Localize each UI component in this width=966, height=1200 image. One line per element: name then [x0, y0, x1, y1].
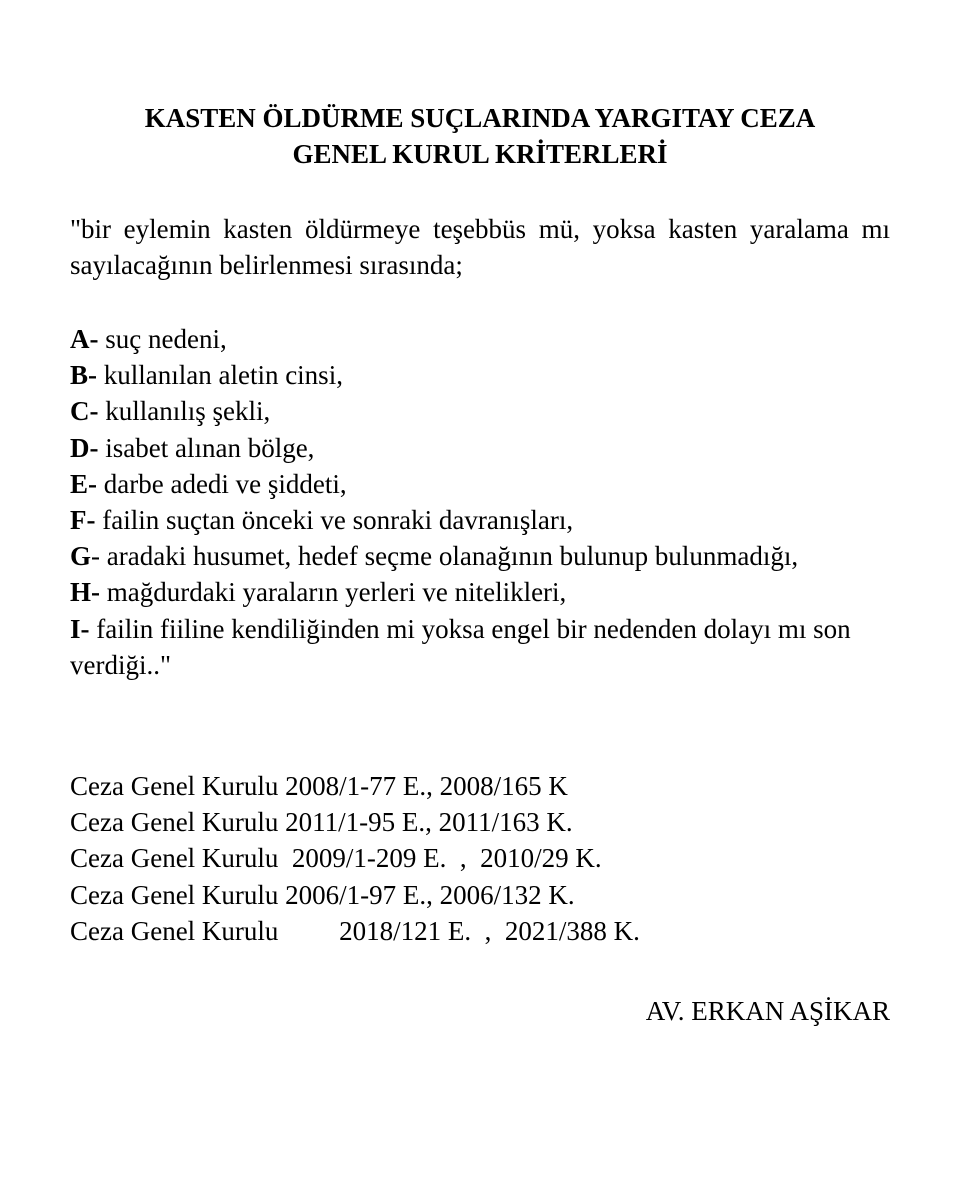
criteria-text: mağdurdaki yaraların yerleri ve nitelikleri,	[100, 577, 567, 608]
criteria-key: E-	[70, 468, 97, 499]
criteria-key: C-	[70, 396, 99, 427]
criteria-key: H-	[70, 577, 100, 608]
reference-item: Ceza Genel Kurulu 2011/1-95 E., 2011/163 K.	[70, 807, 573, 838]
criteria-key: A-	[70, 324, 99, 354]
reference-list	[70, 768, 890, 949]
criteria-item-f	[70, 502, 890, 538]
reference-item: Ceza Genel Kurulu 2008/1-77 E., 2008/165 K	[70, 771, 568, 801]
criteria-text: failin fiiline kendiliğinden mi yoksa engel bir nedenden dolayı mı son verdiği.."	[70, 613, 851, 680]
criteria-text: - aradaki husumet, hedef seçme olanağının bulunup bulunmadığı,	[91, 541, 799, 572]
criteria-key: G	[70, 541, 92, 572]
reference-item: Ceza Genel Kurulu 2006/1-97 E., 2006/132 K.	[70, 879, 575, 910]
document-title	[70, 100, 890, 172]
author-signature: AV. ERKAN AŞİKAR	[645, 996, 890, 1026]
reference-item: Ceza Genel Kurulu 2009/1-209 E. , 2010/29 K.	[70, 843, 602, 874]
criteria-item-b	[70, 357, 890, 393]
criteria-item-h	[70, 574, 890, 610]
criteria-key: D-	[70, 432, 99, 463]
criteria-text: darbe adedi ve şiddeti,	[97, 468, 347, 499]
title-line-2: GENEL KURUL KRİTERLERİ	[292, 139, 668, 169]
intro-paragraph: "bir eylemin kasten öldürmeye teşebbüs mü, yoksa kasten yaralama mı sayılacağının belirlenmesi sırasında;	[70, 214, 890, 280]
criteria-list	[70, 321, 890, 683]
criteria-key: B-	[70, 360, 97, 391]
criteria-key: I-	[70, 613, 90, 644]
criteria-text: kullanılış şekli,	[98, 396, 271, 427]
criteria-text: suç nedeni,	[98, 324, 227, 354]
criteria-item-i	[70, 611, 890, 683]
criteria-text: isabet alınan bölge,	[98, 432, 315, 463]
criteria-item-a	[70, 321, 890, 357]
criteria-item-e	[70, 466, 890, 502]
criteria-text: failin suçtan önceki ve sonraki davranışları,	[95, 505, 574, 536]
criteria-key: F-	[70, 505, 96, 536]
title-line-1: KASTEN ÖLDÜRME SUÇLARINDA YARGITAY CEZA	[144, 103, 816, 133]
reference-item: Ceza Genel Kurulu 2018/121 E. , 2021/388 K.	[70, 915, 640, 946]
document-page	[70, 0, 890, 1200]
criteria-item-d	[70, 430, 890, 466]
criteria-item-c	[70, 393, 890, 429]
criteria-item-g	[70, 538, 890, 574]
criteria-text: kullanılan aletin cinsi,	[97, 360, 343, 391]
